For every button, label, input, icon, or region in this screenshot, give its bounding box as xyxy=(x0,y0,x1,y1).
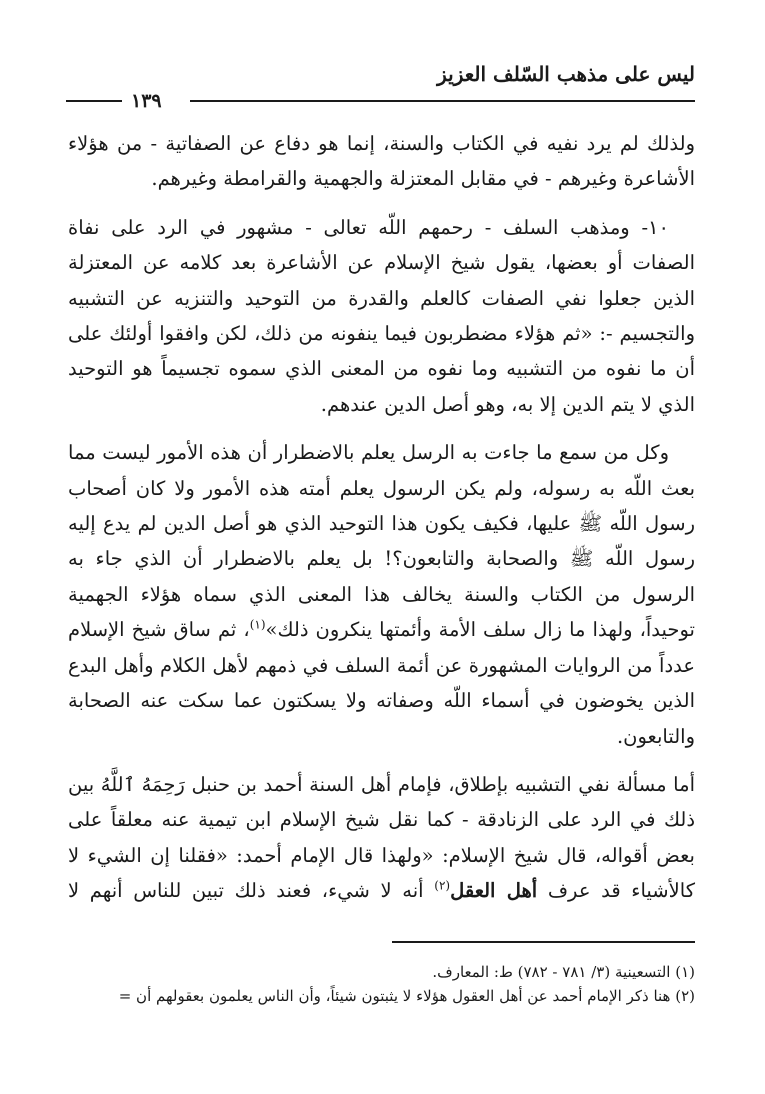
paragraph-2 xyxy=(68,210,695,422)
footnote-1: (١) التسعينية (٣/ ٧٨١ - ٧٨٢) ط: المعارف. xyxy=(432,963,695,981)
paragraph-2-text: ١٠- ومذهب السلف - رحمهم اللّه تعالى - مشهور في الرد على نفاة الصفات أو بعضها، يقول شيخ الإسلام عن الأشاعرة بعد كلامه عن المعتزلة الذين جعلوا نفي الصفات كالعلم والقدرة من التوحيد والتنزيه عن التشبيه والتجسيم -: «ثم هؤلاء مضطربون فيما ينفونه من ذلك، لكن وافقوا أولئك على أن ما نفوه من التشبيه وما نفوه من المعنى الذي سموه تجسيماً هو التوحيد الذي لا يتم الدين إلا به، وهو أصل الدين عندهم. xyxy=(68,215,695,416)
paragraph-1-text: ولذلك لم يرد نفيه في الكتاب والسنة، إنما هو دفاع عن الصفاتية - من هؤلاء الأشاعرة وغيرهم - في مقابل المعتزلة والجهمية والقرامطة وغيرهم. xyxy=(68,132,695,191)
paragraph-4 xyxy=(68,767,695,909)
main-text xyxy=(68,126,695,922)
bold-term: أهل العقل xyxy=(450,879,538,903)
paragraph-3-text-b: ، ثم ساق شيخ الإسلام عدداً من الروايات المشهورة عن أئمة السلف في ذمهم لأهل الكلام وأهل البدع الذين يخوضون في أسماء اللّه وصفاته ولا يسكتون عما سكت عنه الصحابة والتابعون. xyxy=(68,618,695,748)
paragraph-3 xyxy=(68,435,695,754)
footnote-2: (٢) هنا ذكر الإمام أحمد عن أهل العقول هؤلاء لا يثبتون شيئاً، وأن الناس يعلمون بعقولهم أن = xyxy=(118,987,695,1005)
footnote-ref-1[interactable]: (١) xyxy=(249,617,266,632)
footnote-ref-2[interactable]: (٢) xyxy=(434,878,451,893)
paragraph-4-text-b: أنه لا شيء، فعند ذلك تبين للناس أنهم لا xyxy=(68,879,424,903)
header-rule-left xyxy=(66,100,122,102)
header-rule-right xyxy=(190,100,695,102)
footnotes xyxy=(68,960,695,1008)
page-number: ١٣٩ xyxy=(131,90,162,112)
paragraph-1 xyxy=(68,126,695,197)
footnote-separator xyxy=(392,941,695,943)
paragraph-4-text-a: أما مسألة نفي التشبيه بإطلاق، فإمام أهل السنة أحمد بن حنبل رَحِمَهُ ٱللَّهُ بين ذلك في الرد على الزنادقة - كما نقل شيخ الإسلام ابن تيمية عنه معلقاً على بعض أقواله، قال شيخ الإسلام: «ولهذا قال الإمام أحمد: «فقلنا إن الشيء لا كالأشياء قد عرف xyxy=(68,772,695,903)
running-title: ليس على مذهب السّلف العزيز xyxy=(437,62,695,86)
paragraph-3-text-a: وكل من سمع ما جاءت به الرسل يعلم بالاضطرار أن هذه الأمور ليست مما بعث اللّه به رسوله، ولم يكن الرسول يعلم أمته هذه الأمور ولا كان أصحاب رسول اللّه ﷺ عليها، فكيف يكون هذا التوحيد الذي هو أصل الدين لم يدع إليه رسول اللّه ﷺ والصحابة والتابعون؟! بل يعلم بالاضطرار أن الذي جاء به الرسول من الكتاب والسنة يخالف هذا المعنى الذي سماه هؤلاء الجهمية توحيداً، ولهذا ما زال سلف الأمة وأئمتها ينكرون ذلك» xyxy=(68,441,695,642)
